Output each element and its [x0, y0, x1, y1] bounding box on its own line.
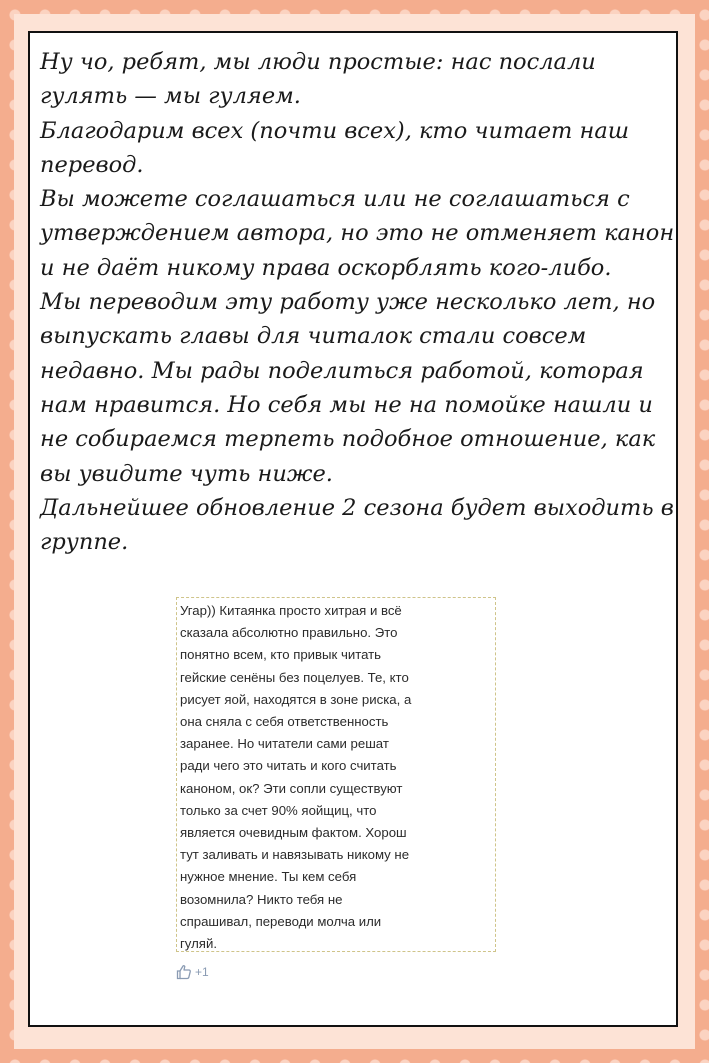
like-button[interactable]	[176, 962, 209, 982]
comment-text: Угар)) Китаянка просто хитрая и всё сказала абсолютно правильно. Это понятно всем, кто привык читать гейские сенёны без поцелуев. Те, кто рисует яой, находятся в зоне риска, а она сняла с себя ответственность заранее. Но читатели сами решат ради чего это читать и кого считать каноном, ок? Эти сопли существуют только за счет 90% яойщиц, что является очевидным фактом. Хорош тут заливать и навязывать никому не нужное мнение. Ты кем себя возомнила? Никто тебя не спрашивал, переводи молча или гуляй.	[180, 603, 412, 952]
announcement-text: Ну чо, ребят, мы люди простые: нас послали гулять — мы гуляем. Благодарим всех (почти всех), кто читает наш перевод. Вы можете соглашаться или не соглашаться с утверждением автора, но это не отменяет канон и не даёт никому права оскорблять кого-либо. Мы переводим эту работу уже несколько лет, но выпускать главы для читалок стали совсем недавно. Мы рады поделиться работой, которая нам нравится. Но себя мы не на помойке нашли и не собираемся терпеть подобное отношение, как вы увидите чуть ниже. Дальнейшее обновление 2 сезона будет выходить в группе.	[40, 49, 675, 556]
comment-screenshot	[176, 597, 496, 952]
thumbs-up-icon	[176, 964, 192, 980]
like-count: +1	[195, 965, 209, 979]
